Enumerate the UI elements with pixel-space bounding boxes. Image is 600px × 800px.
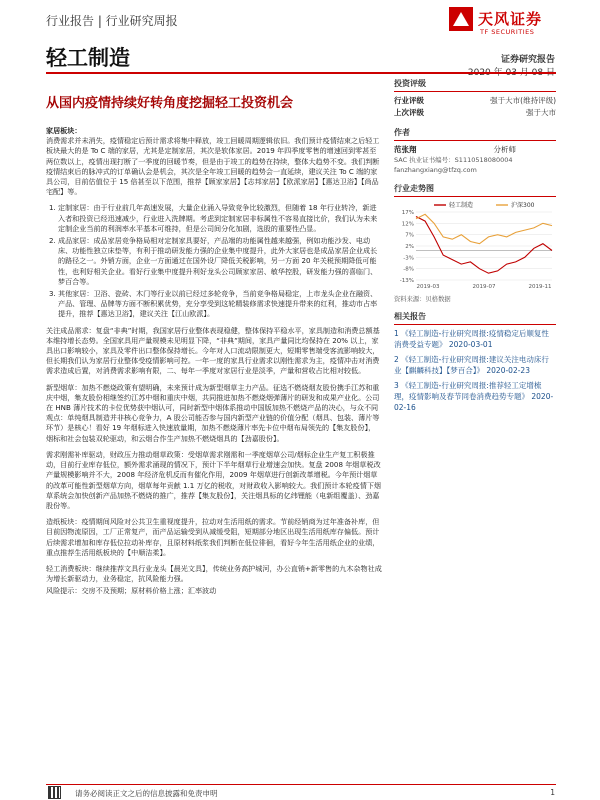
industry-rating-row: [394, 95, 556, 107]
report-type: 证券研究报告: [500, 55, 555, 65]
footer-disclaimer: 请务必阅读正文之后的信息披露和免责申明: [75, 789, 218, 798]
y-tick-label: -3%: [403, 255, 414, 262]
tf-securities-logo: [448, 4, 558, 42]
chart-heading: 行业走势图: [394, 183, 556, 197]
series-line: [416, 217, 552, 274]
x-tick-label: 2019-03: [416, 284, 440, 290]
value: 强于大市: [526, 108, 556, 117]
y-tick-label: 2%: [405, 244, 414, 250]
logo-mark-icon: [448, 6, 474, 32]
prev-rating-row: [394, 107, 556, 119]
related-report-link[interactable]: 3 《轻工制造-行业研究周报:推荐轻工定增梳理，疫情影响及春节同卷消费趋势专题》 2020-02-16: [394, 381, 554, 412]
section-home: [46, 126, 382, 197]
paragraph: 造纸板块：疫情期间风险对公共卫生重视度提升，拉动对生活用纸的需求。节前经销商为过年准备补库，但目前因物流原因，工厂正常复产，而产品运输受到从减缓受阻，短期部分地区出现生活用纸库存偏低。预计后续需求增加和库存低位拉动补库存，且原材料纸浆我们判断在低位徘徊，看好今年生活用纸企业的业绩，重点推荐生活用纸板块的【中顺洁柔】。: [46, 517, 380, 557]
paragraph: 消费需求并未消失，疫情稳定后预计需求将集中释放，竣工回暖周期逻辑依旧。我们预计疫情结束之后轻工板块最大的是 To C 端的家居，尤其是定制家居，其次是软体家居。2019 年四季度零售的增速回到零甚至两位数以上，疫情出现打断了一季度的回暖节奏，但是由于竣工的趋势在持续，整体大趋势不变。我们判断疫情结束后的脉冲式的订单确认会是机会，其次是全年竣工回暖的趋势会一直延续，建议关注 To C 端的家具公司，目前估值位于 15 倍甚至以下范围，推荐【顾家家居】【志邦家居】【欧派家居】【惠达卫浴】【尚品宅配】等。: [46, 136, 380, 197]
related-report-link[interactable]: 2 《轻工制造-行业研究周报:建议关注电动床行业【麒麟科技】【梦百合】》 2020-02-23: [394, 355, 549, 375]
y-tick-label: 7%: [405, 232, 414, 239]
label: 行业评级: [394, 96, 424, 105]
related-report-link[interactable]: 1 《轻工制造-行业研究周报:疫情稳定后顺复性消费受益专题》 2020-03-01: [394, 329, 549, 349]
paragraph: 新型烟草：加热不燃烧政策有望明确，未来预计成为新型烟草主力产品。征选不燃烧烟友股份携手江苏和重庆中烟，集友股份相继签约江苏中烟和重庆中烟，共同推进加热不燃烧烟弹薄片的研发和成果产业化。公司在 HNB 薄片技术的卡位优势获中烟认可，同时新型中烟体系推动中国版加热不燃烧产品的决心，与众不同观点：单纯烟具制造并非核心竞争力，A 股公司能否参与国内新型产业链的价值分配（烟具、包装、薄片等环节）是核心！看好 19 年烟标进入快速放量期，加热不燃烧薄片率先卡位中烟布局领先的【集友股份】，烟标和社会包装双轮驱动，和云烟合作生产加热不燃烧烟具的【劲嘉股份】。: [46, 382, 380, 443]
logo-cn: 天风证券: [478, 10, 543, 28]
x-tick-label: 2019-07: [472, 284, 496, 290]
y-tick-label: 12%: [401, 221, 414, 228]
page-title: 轻工制造: [46, 46, 130, 70]
qr-code-icon: [48, 786, 61, 799]
author-heading: 作者: [394, 127, 556, 141]
page-number: 1: [550, 788, 555, 797]
author-sac: SAC 执业证书编号：S1110518080004: [394, 156, 513, 164]
sidebar: [394, 78, 556, 417]
author-row: [394, 144, 556, 155]
chart-source: 资料来源：贝格数据: [394, 296, 451, 303]
paragraph: 关注成品需求：复盘“非典”时期，我国家居行业整体表现稳健，整体保持平稳水平，家具制造和消费总额基本维持增长态势。全国家具用产量规模未见明显下降，“非典”期间，家具产量同比均保持在 20% 以上，家具出口影响较小，家具及零件出口整体保持增长。今年对人口流动限制更大，短期零售端受客流影响较大，但长期我们认为家居行业整体受疫情影响可控。一年一度的家具行业需求以刚性需求为主，疫情冲击对消费需求造成后置，对消费需求影响有限，二、每年一季度对家居行业是淡季，产量和营收占比相对较低。: [46, 325, 380, 376]
list-item: 2. 成品家居：成品家居竞争格局相对定制家具要好，产品端的功能属性越来越强，例如功能沙发、电动床、功能性独立床垫等，有利于推动研发能力强的企业集中度提升，此外大家居也是成品家居企业成长的路径之一。外销方面，企业一方面通过在国外设厂降低关税影响，另一方面 20 年关税预期降低可能性，也利好相关企业。看好行业集中度提升利好龙头公司顾家家居、敏华控股，研发能力强的喜临门、梦百合等。: [58, 236, 382, 287]
main-body: [46, 126, 382, 603]
logo-en: TF SECURITIES: [480, 28, 535, 36]
x-tick-label: 2019-11: [528, 284, 552, 290]
risk-note: 风险提示：交房不及预期；原材料价格上涨；汇率波动: [46, 586, 217, 596]
headline: 从国内疫情持续好转角度挖掘轻工投资机会: [46, 96, 294, 111]
series-line: [416, 214, 552, 243]
trend-chart: [394, 200, 556, 292]
section-title: 家居板块：: [46, 126, 82, 135]
author-email[interactable]: fanzhangxiang@tfzq.com: [394, 166, 477, 174]
value: 强于大市(维持评级): [490, 96, 556, 105]
paragraph: 需求刚需补库驱动，财政压力推动烟草政策：受烟草需求刚需和一季度烟草公司/烟标企业生产复工积极推动，目前行业库存低位，额外需求涌现的情况下，预计下半年烟草行业增速会加快。复盘 2008 年烟草税改产量规模影响并不大，2008 年经济危机反而有催化作用，2009 年烟草进行创新改革增税。今年预计烟草的改革可能性新型烟草方向，烟草每年贡献 1.1 万亿的税收，对财政收入影响较大。我们预计本轮疫情下烟草系统会加快创新产品加热不燃烧的推广，推荐【集友股份】，关注烟具标的亿纬锂能（电新组覆盖）、劲嘉股份等。: [46, 449, 382, 510]
list-item: 3. 其他家居：卫浴、瓷砖、木门等行业以前已经过多轮竞争，当前竞争格局稳定，上市龙头企业在融资、产品、管理、品牌等方面不断积累优势，充分享受到这轮精装修需求快速提升带来的红利，推动市占率提升，推荐【惠达卫浴】，建议关注【江山欧派】。: [58, 289, 382, 320]
legend-label: 沪深300: [511, 202, 535, 209]
author-name: 范张翔: [394, 145, 417, 154]
report-category: 行业报告 | 行业研究周报: [46, 14, 178, 28]
y-tick-label: -13%: [399, 278, 414, 284]
y-tick-label: 17%: [401, 210, 414, 216]
header-divider: [46, 72, 556, 74]
related-heading: 相关报告: [394, 311, 556, 325]
label: 上次评级: [394, 108, 424, 117]
paragraph: 轻工消费板块：继续推荐文具行业龙头【晨光文具】，传统业务高护城河，办公直销+新零售的九木杂物社成为增长新驱动力，业务稳定，抗风险能力强。: [46, 563, 382, 584]
footer-divider: [46, 784, 556, 785]
home-sub-list: [46, 203, 382, 319]
legend-label: 轻工制造: [449, 202, 474, 209]
author-role: 分析师: [493, 145, 516, 154]
rating-heading: 投资评级: [394, 78, 556, 92]
list-item: 1. 定制家居：由于行业前几年高速发展，大量企业涌入导致竞争比较激烈，但随着 18 年行业转冷，新进入者和投资已经迅速减少，行业进入洗牌期。考虑到定制家居非标属性不容易直接比价，我们认为未来定制企业当前的利润率水平基本可维持，但是公司间分化加剧，选股的重要性凸显。: [58, 203, 382, 234]
y-tick-label: -8%: [403, 266, 414, 273]
